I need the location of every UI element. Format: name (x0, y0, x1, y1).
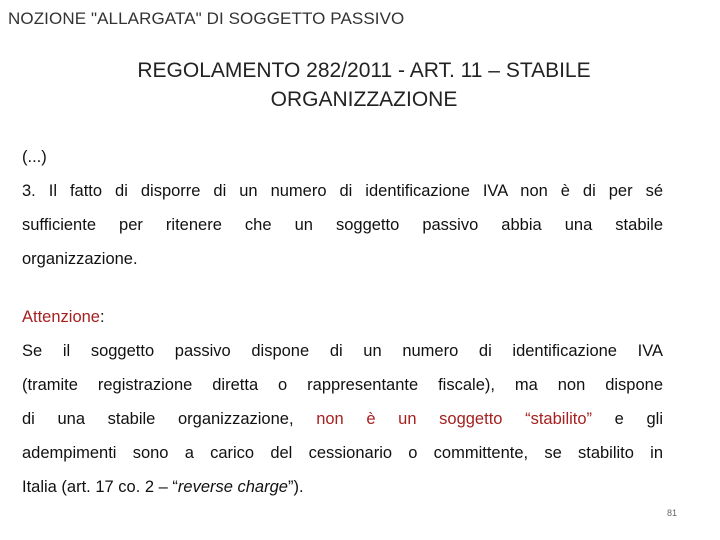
paragraph-1-line-2: sufficiente per ritenere che un soggetto passivo abbia una stabile (22, 216, 663, 234)
attention-line-3-b: e gli (592, 410, 663, 428)
slide-body (22, 140, 663, 504)
attention-line-3-a: di una stabile organizzazione, (22, 410, 317, 428)
slide-header: NOZIONE "ALLARGATA" DI SOGGETTO PASSIVO (8, 9, 405, 28)
attention-line-5-b: ”). (287, 478, 304, 496)
attention-paragraph (22, 300, 663, 504)
attention-line-5 (22, 470, 663, 504)
attention-line-3 (22, 402, 663, 436)
attention-line-1: Se il soggetto passivo dispone di un numero di identificazione IVA (22, 342, 663, 360)
attention-line-5-a: Italia (art. 17 co. 2 – “ (22, 478, 178, 496)
attention-line-4: adempimenti sono a carico del cessionario o committente, se stabilito in (22, 444, 663, 462)
attention-colon: : (99, 308, 105, 326)
title-line-1: REGOLAMENTO 282/2011 - ART. 11 – STABILE (137, 59, 591, 82)
attention-heading (22, 300, 663, 334)
attention-label: Attenzione (22, 308, 100, 326)
title-line-2: ORGANIZZAZIONE (270, 88, 458, 111)
paragraph-1 (22, 140, 663, 276)
reverse-charge-term: reverse charge (177, 478, 288, 496)
not-established-highlight: non è un soggetto “stabilito” (316, 410, 593, 428)
paragraph-1-line-3: organizzazione. (22, 250, 138, 268)
page-number: 81 (666, 508, 677, 518)
paragraph-gap (22, 276, 663, 300)
ellipsis: (...) (22, 148, 47, 166)
paragraph-1-line-1: 3. Il fatto di disporre di un numero di identificazione IVA non è di per sé (22, 182, 663, 200)
slide-title (60, 56, 668, 114)
attention-line-2: (tramite registrazione diretta o rappresentante fiscale), ma non dispone (22, 376, 663, 394)
